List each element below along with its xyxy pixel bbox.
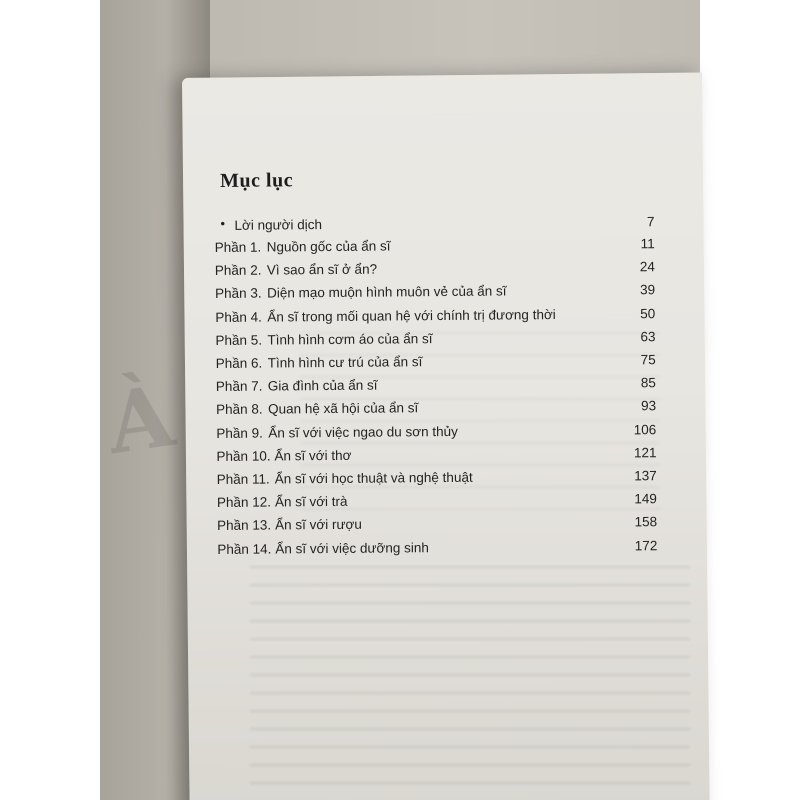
toc-entry-part: Phần 4. bbox=[215, 309, 262, 325]
toc-entry-part: Phần 11. bbox=[216, 471, 270, 487]
toc-heading: Mục lục bbox=[219, 169, 294, 192]
toc-entry-title: Tình hình cư trú của ẩn sĩ bbox=[267, 354, 423, 371]
toc-entry-page: 93 bbox=[640, 398, 657, 414]
toc-entry-page: 85 bbox=[640, 375, 656, 391]
toc-entry-title: Ẩn sĩ với rượu bbox=[275, 517, 362, 533]
toc-entry-part: Phần 3. bbox=[215, 285, 262, 302]
toc-entry-title: Nguồn gốc của ẩn sĩ bbox=[266, 238, 391, 255]
toc-entry-title: Ẩn sĩ với việc ngao du sơn thủy bbox=[268, 423, 458, 441]
toc-entry-part: Phần 9. bbox=[216, 425, 263, 441]
show-through-text-lower bbox=[250, 560, 690, 800]
toc-entry-title: Ẩn sĩ với việc dưỡng sinh bbox=[275, 539, 429, 557]
toc-entry-page: 158 bbox=[634, 514, 658, 530]
toc-entry-page: 106 bbox=[633, 421, 657, 437]
toc-row bbox=[215, 233, 655, 259]
toc-entry-title: Ẩn sĩ với trà bbox=[274, 494, 348, 510]
toc-entry-page: 39 bbox=[639, 282, 656, 298]
toc-entry-title: Vì sao ẩn sĩ ở ẩn? bbox=[266, 261, 378, 278]
toc-entry-title: Ẩn sĩ với học thuật và nghệ thuật bbox=[274, 469, 473, 487]
toc-entry-part: Phần 14. bbox=[217, 541, 272, 557]
toc-row bbox=[217, 488, 657, 514]
toc-entry-part: Phần 8. bbox=[216, 401, 263, 418]
background-right bbox=[700, 0, 800, 800]
toc-row bbox=[216, 419, 656, 445]
toc-entry-page: 75 bbox=[640, 352, 656, 368]
toc-entry-page: 149 bbox=[634, 491, 657, 507]
toc-entry-part: Phần 1. bbox=[214, 239, 262, 255]
toc-row bbox=[215, 256, 655, 282]
toc-entry-page: 172 bbox=[634, 537, 658, 553]
toc-entry-title: Tình hình cơm áo của ẩn sĩ bbox=[267, 330, 433, 348]
toc-entry-title: Ẩn sĩ với thơ bbox=[274, 447, 352, 464]
left-page-show-through-letter: À bbox=[101, 365, 182, 474]
toc-entry-page: 137 bbox=[634, 468, 657, 484]
toc-row bbox=[217, 535, 657, 561]
toc-entry-page: 63 bbox=[640, 328, 656, 345]
toc-row bbox=[215, 326, 655, 352]
toc-entry-page: 7 bbox=[646, 214, 655, 230]
background-left bbox=[0, 0, 100, 800]
toc-entry-page: 24 bbox=[639, 259, 655, 275]
toc-entry-title: Gia đình của ẩn sĩ bbox=[267, 377, 378, 394]
toc-entry-part: Phần 7. bbox=[215, 378, 263, 395]
toc-entry-part: Phần 2. bbox=[214, 262, 262, 279]
toc-entry-part: Phần 12. bbox=[216, 494, 272, 511]
toc-entry-title: Lời người dịch bbox=[234, 217, 323, 233]
toc-entry-page: 121 bbox=[633, 444, 657, 461]
toc-entry-title: Ẩn sĩ trong mối quan hệ với chính trị đương thời bbox=[267, 306, 556, 325]
toc-entry-title: Quan hệ xã hội của ẩn sĩ bbox=[268, 400, 419, 417]
toc-row bbox=[217, 465, 657, 491]
toc-row bbox=[217, 512, 657, 538]
toc-row bbox=[216, 442, 656, 468]
toc-entry-part: Phần 6. bbox=[215, 355, 263, 371]
bullet-icon: • bbox=[220, 215, 226, 231]
toc-row bbox=[215, 303, 655, 329]
toc-entry-page: 11 bbox=[640, 236, 655, 252]
toc-entry-part: Phần 5. bbox=[215, 332, 263, 348]
toc-row bbox=[216, 372, 656, 398]
toc-entry-page: 50 bbox=[640, 305, 656, 321]
toc-row bbox=[215, 280, 655, 306]
toc-entry-title: Diện mạo muộn hình muôn vẻ của ẩn sĩ bbox=[267, 283, 507, 301]
toc-row bbox=[216, 349, 656, 375]
toc-row bbox=[216, 396, 656, 422]
toc-entry-part: Phần 13. bbox=[217, 517, 272, 534]
toc-entry-part: Phần 10. bbox=[216, 448, 271, 464]
